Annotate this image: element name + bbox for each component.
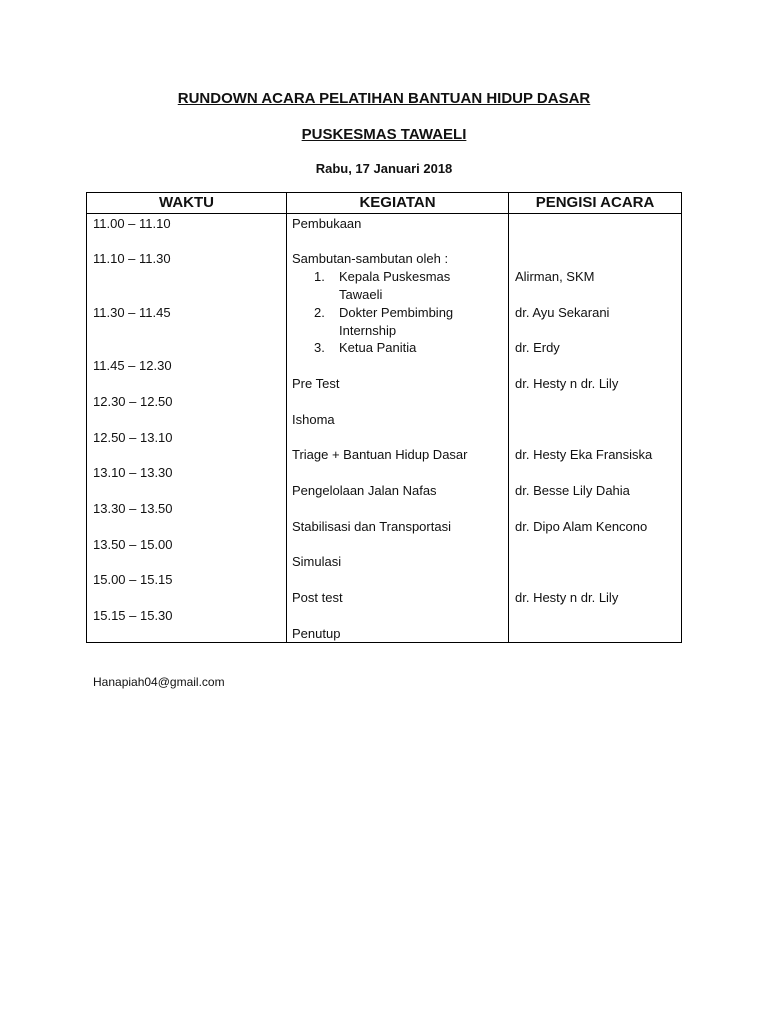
pengisi-cell: dr. Hesty Eka Fransiska <box>515 447 653 462</box>
waktu-cell: 11.30 – 11.45 <box>93 305 171 320</box>
kegiatan-cell: Pembukaan <box>292 216 362 231</box>
column-divider-1 <box>286 193 287 642</box>
waktu-cell: 11.00 – 11.10 <box>93 216 171 231</box>
pengisi-cell: dr. Ayu Sekarani <box>515 305 610 320</box>
waktu-cell: 12.50 – 13.10 <box>93 430 173 445</box>
kegiatan-subitem: Kepala Puskesmas <box>339 269 451 284</box>
kegiatan-cell: Pre Test <box>292 376 340 391</box>
header-pengisi-acara: PENGISI ACARA <box>535 194 655 211</box>
rundown-table <box>86 192 682 643</box>
waktu-cell: 13.30 – 13.50 <box>93 501 173 516</box>
pengisi-cell: dr. Erdy <box>515 340 560 355</box>
column-divider-2 <box>508 193 509 642</box>
kegiatan-cell: Simulasi <box>292 554 342 569</box>
pengisi-cell: dr. Dipo Alam Kencono <box>515 519 648 534</box>
pengisi-cell: Alirman, SKM <box>515 269 595 284</box>
kegiatan-cell: Post test <box>292 590 343 605</box>
footer-email: Hanapiah04@gmail.com <box>93 675 225 689</box>
kegiatan-cell: Ishoma <box>292 412 335 427</box>
waktu-cell: 11.45 – 12.30 <box>93 358 172 373</box>
pengisi-cell: dr. Besse Lily Dahia <box>515 483 630 498</box>
pengisi-cell: dr. Hesty n dr. Lily <box>515 376 619 391</box>
header-divider <box>87 213 681 214</box>
kegiatan-cell: Sambutan-sambutan oleh : <box>292 251 449 266</box>
kegiatan-subitem-continued: Internship <box>339 323 397 338</box>
header-kegiatan: KEGIATAN <box>359 194 436 211</box>
list-number: 1. <box>314 269 325 284</box>
waktu-cell: 12.30 – 12.50 <box>93 394 173 409</box>
header-waktu: WAKTU <box>159 194 214 211</box>
waktu-cell: 15.15 – 15.30 <box>93 608 173 623</box>
kegiatan-subitem: Dokter Pembimbing <box>339 305 454 320</box>
waktu-cell: 15.00 – 15.15 <box>93 572 173 587</box>
kegiatan-cell: Triage + Bantuan Hidup Dasar <box>292 447 468 462</box>
list-number: 3. <box>314 340 325 355</box>
kegiatan-subitem: Ketua Panitia <box>339 340 417 355</box>
waktu-cell: 11.10 – 11.30 <box>93 251 171 266</box>
kegiatan-cell: Pengelolaan Jalan Nafas <box>292 483 437 498</box>
kegiatan-cell: Penutup <box>292 626 341 641</box>
kegiatan-cell: Stabilisasi dan Transportasi <box>292 519 451 534</box>
waktu-cell: 13.50 – 15.00 <box>93 537 173 552</box>
pengisi-cell: dr. Hesty n dr. Lily <box>515 590 619 605</box>
waktu-cell: 13.10 – 13.30 <box>93 465 173 480</box>
document-date: Rabu, 17 Januari 2018 <box>315 161 453 176</box>
document-subtitle: PUSKESMAS TAWAELI <box>301 126 467 143</box>
list-number: 2. <box>314 305 325 320</box>
kegiatan-subitem-continued: Tawaeli <box>339 287 383 302</box>
document-title: RUNDOWN ACARA PELATIHAN BANTUAN HIDUP DASAR <box>177 90 591 107</box>
